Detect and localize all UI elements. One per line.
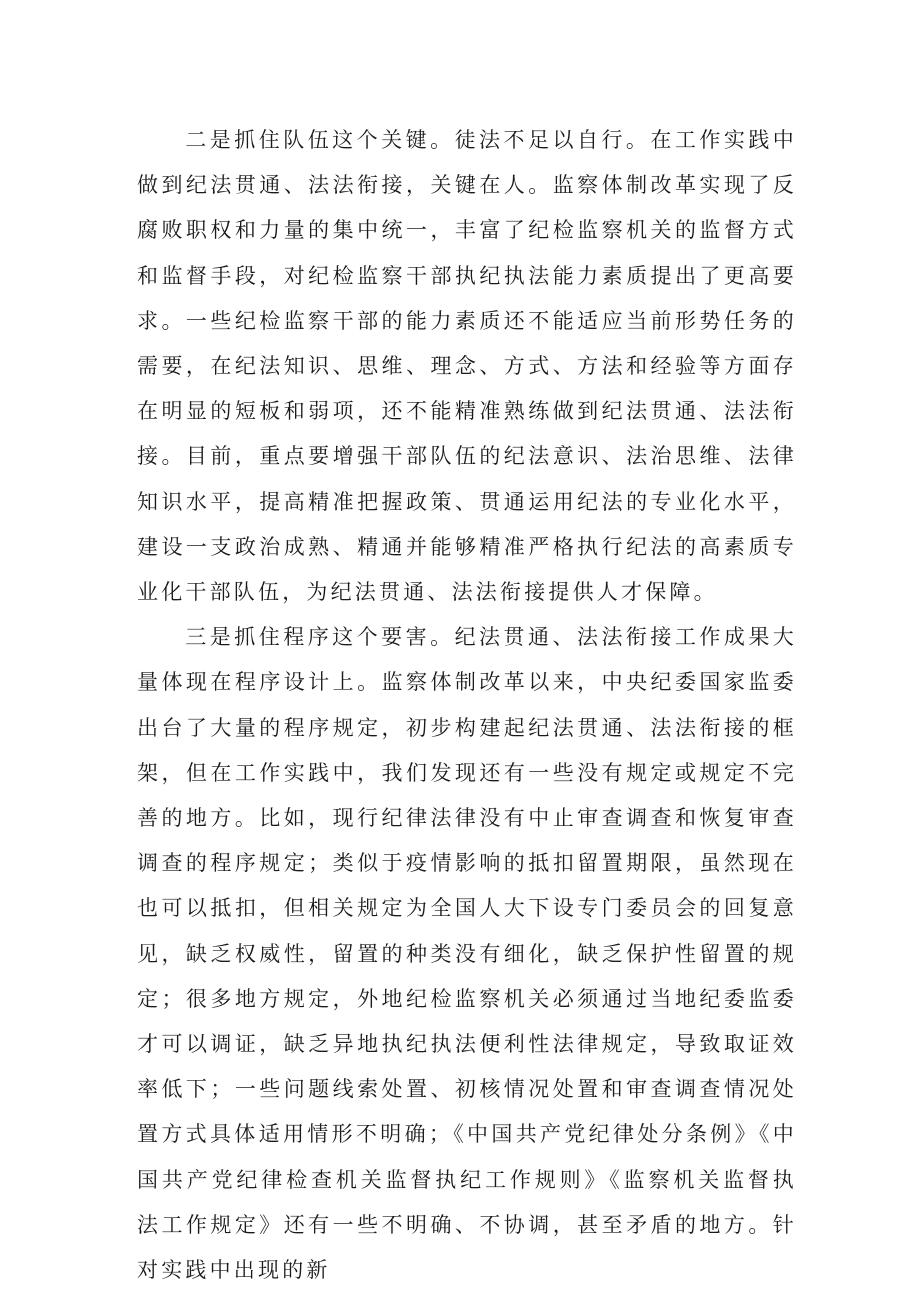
document-body: [137, 118, 797, 1293]
paragraph-procedure-key: 三是抓住程序这个要害。纪法贯通、法法衔接工作成果大量体现在程序设计上。监察体制改革以来，中央纪委国家监委出台了大量的程序规定，初步构建起纪法贯通、法法衔接的框架，但在工作实践中，我们发现还有一些没有规定或规定不完善的地方。比如，现行纪律法律没有中止审查调查和恢复审查调查的程序规定；类似于疫情影响的抵扣留置期限，虽然现在也可以抵扣，但相关规定为全国人大下设专门委员会的回复意见，缺乏权威性，留置的种类没有细化，缺乏保护性留置的规定；很多地方规定，外地纪检监察机关必须通过当地纪委监委才可以调证，缺乏异地执纪执法便利性法律规定，导致取证效率低下；一些问题线索处置、初核情况处置和审查调查情况处置方式具体适用情形不明确；《中国共产党纪律处分条例》《中国共产党纪律检查机关监督执纪工作规则》《监察机关监督执法工作规定》还有一些不明确、不协调，甚至矛盾的地方。针对实践中出现的新: [137, 625, 797, 1283]
paragraph-team-key: 二是抓住队伍这个关键。徒法不足以自行。在工作实践中做到纪法贯通、法法衔接，关键在人。监察体制改革实现了反腐败职权和力量的集中统一，丰富了纪检监察机关的监督方式和监督手段，对纪检监察干部执纪执法能力素质提出了更高要求。一些纪检监察干部的能力素质还不能适应当前形势任务的需要，在纪法知识、思维、理念、方式、方法和经验等方面存在明显的短板和弱项，还不能精准熟练做到纪法贯通、法法衔接。目前，重点要增强干部队伍的纪法意识、法治思维、法律知识水平，提高精准把握政策、贯通运用纪法的专业化水平，建设一支政治成熟、精通并能够精准严格执行纪法的高素质专业化干部队伍，为纪法贯通、法法衔接提供人才保障。: [137, 128, 797, 605]
